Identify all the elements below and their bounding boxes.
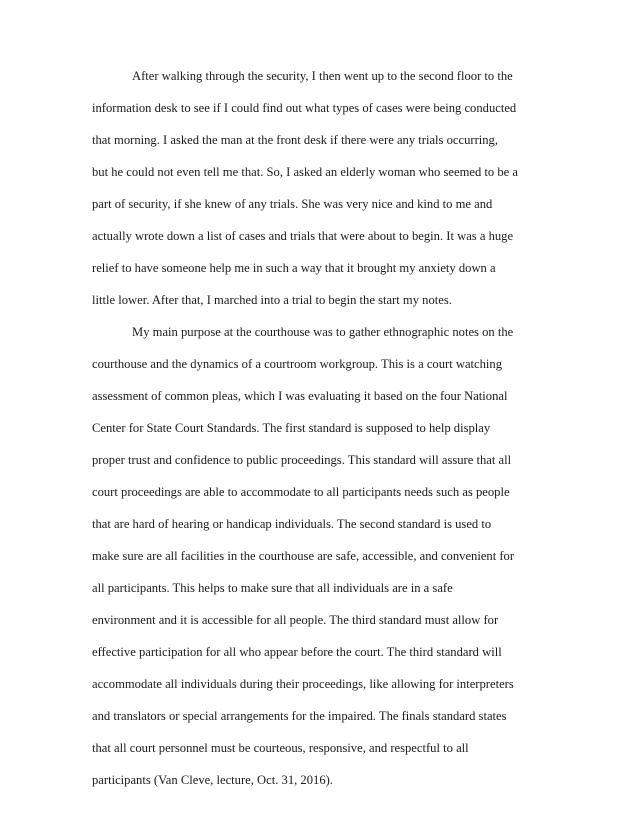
paragraph-2-line-9: all participants. This helps to make sure that all individuals are in a safe: [92, 581, 453, 595]
paragraph-2-line-12: accommodate all individuals during their proceedings, like allowing for interpreters: [92, 677, 514, 691]
paragraph-1-line-5: part of security, if she knew of any trials. She was very nice and kind to me and: [92, 197, 493, 211]
paragraph-2-line-6: court proceedings are able to accommodate to all participants needs such as people: [92, 485, 510, 499]
paragraph-1-line-6: actually wrote down a list of cases and trials that were about to begin. It was a huge: [92, 229, 514, 243]
paragraph-1-line-3: that morning. I asked the man at the front desk if there were any trials occurring,: [92, 133, 499, 147]
paragraph-1-line-4: but he could not even tell me that. So, I asked an elderly woman who seemed to be a: [92, 165, 518, 179]
paragraph-1-line-1: After walking through the security, I then went up to the second floor to the: [132, 69, 513, 83]
paragraph-2-line-11: effective participation for all who appear before the court. The third standard will: [92, 645, 502, 659]
paragraph-2-line-5: proper trust and confidence to public proceedings. This standard will assure that all: [92, 453, 512, 467]
paragraph-1-line-8: little lower. After that, I marched into a trial to begin the start my notes.: [92, 293, 452, 307]
paragraph-2-line-4: Center for State Court Standards. The first standard is supposed to help display: [92, 421, 491, 435]
paragraph-2-line-3: assessment of common pleas, which I was evaluating it based on the four National: [92, 389, 508, 403]
paragraph-2-line-13: and translators or special arrangements for the impaired. The finals standard states: [92, 709, 507, 723]
paragraph-2-line-10: environment and it is accessible for all people. The third standard must allow for: [92, 613, 499, 627]
paragraph-2-line-15: participants (Van Cleve, lecture, Oct. 31, 2016).: [92, 773, 333, 787]
paragraph-2-line-7: that are hard of hearing or handicap individuals. The second standard is used to: [92, 517, 492, 531]
paragraph-2-line-14: that all court personnel must be courteous, responsive, and respectful to all: [92, 741, 469, 755]
paragraph-1-line-7: relief to have someone help me in such a way that it brought my anxiety down a: [92, 261, 496, 275]
paragraph-1-line-2: information desk to see if I could find out what types of cases were being conducted: [92, 101, 517, 115]
paragraph-2-line-2: courthouse and the dynamics of a courtroom workgroup. This is a court watching: [92, 357, 503, 371]
paragraph-2-line-1: My main purpose at the courthouse was to gather ethnographic notes on the: [132, 325, 514, 339]
paragraph-2-line-8: make sure are all facilities in the courthouse are safe, accessible, and convenient for: [92, 549, 515, 563]
